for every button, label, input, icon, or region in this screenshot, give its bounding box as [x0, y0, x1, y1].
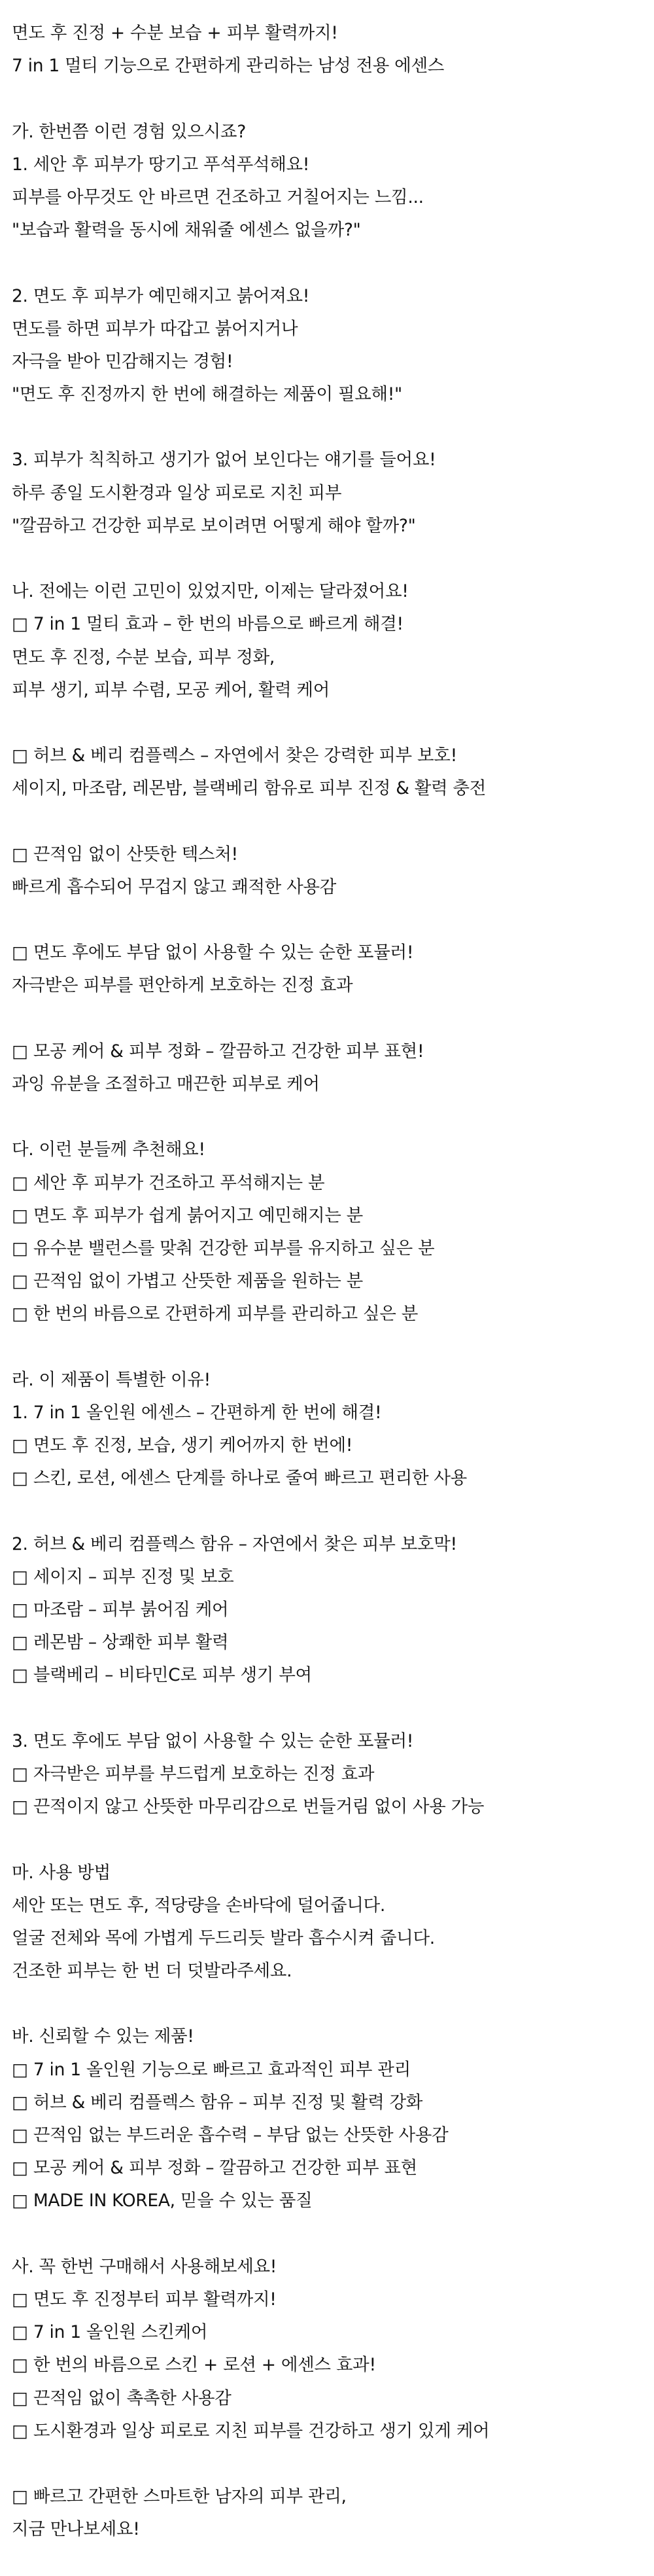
blank-line	[12, 2448, 654, 2480]
text-line: □ 블랙베리 – 비타민C로 피부 생기 부여	[12, 1665, 312, 1686]
text-line: 2. 면도 후 피부가 예민해지고 붉어져요!	[12, 285, 310, 306]
text-line: □ 끈적임 없이 가볍고 산뜻한 제품을 원하는 분	[12, 1271, 363, 1292]
text-line: 빠르게 흡수되어 무겁지 않고 쾌적한 사용감	[12, 876, 336, 897]
text-line: □ 허브 & 베리 컴플렉스 함유 – 피부 진정 및 활력 강화	[12, 2092, 423, 2113]
blank-line	[12, 1331, 654, 1364]
blank-line	[12, 2218, 654, 2251]
text-line: □ 면도 후에도 부담 없이 사용할 수 있는 순한 포뮬러!	[12, 942, 414, 963]
text-line: 과잉 유분을 조절하고 매끈한 피부로 케어	[12, 1074, 320, 1094]
text-line: 라. 이 제품이 특별한 이유!	[12, 1369, 211, 1390]
text-line: 건조한 피부는 한 번 더 덧발라주세요.	[12, 1961, 292, 1982]
text-line: □ MADE IN KOREA, 믿을 수 있는 품질	[12, 2191, 313, 2211]
text-line: □ 끈적임 없이 산뜻한 텍스처!	[12, 844, 238, 865]
text-line: 2. 허브 & 베리 컴플렉스 함유 – 자연에서 찾은 피부 보호막!	[12, 1533, 457, 1554]
blank-line	[12, 1988, 654, 2020]
text-line: 1. 7 in 1 올인원 에센스 – 간편하게 한 번에 해결!	[12, 1402, 382, 1423]
text-line: 피부 생기, 피부 수렴, 모공 케어, 활력 케어	[12, 679, 330, 700]
text-line: 3. 피부가 칙칙하고 생기가 없어 보인다는 얘기를 들어요!	[12, 450, 436, 471]
blank-line	[12, 806, 654, 838]
text-line: "깔끔하고 건강한 피부로 보이려면 어떻게 해야 할까?"	[12, 515, 416, 536]
text-line: □ 세안 후 피부가 건조하고 푸석해지는 분	[12, 1172, 325, 1193]
blank-line	[12, 904, 654, 937]
text-line: 얼굴 전체와 목에 가볍게 두드리듯 발라 흡수시켜 줍니다.	[12, 1927, 435, 1948]
text-line: □ 도시환경과 일상 피로로 지친 피부를 건강하고 생기 있게 케어	[12, 2420, 490, 2441]
text-line: □ 자극받은 피부를 부드럽게 보호하는 진정 효과	[12, 1763, 375, 1784]
text-line: □ 빠르고 간편한 스마트한 남자의 피부 관리,	[12, 2486, 347, 2507]
blank-line	[12, 247, 654, 279]
blank-line	[12, 411, 654, 444]
blank-line	[12, 1101, 654, 1134]
text-line: □ 레몬밤 – 상쾌한 피부 활력	[12, 1632, 229, 1653]
text-line: □ 면도 후 진정, 보습, 생기 케어까지 한 번에!	[12, 1435, 353, 1456]
text-line: 3. 면도 후에도 부담 없이 사용할 수 있는 순한 포뮬러!	[12, 1730, 414, 1751]
text-line: □ 한 번의 바름으로 간편하게 피부를 관리하고 싶은 분	[12, 1304, 419, 1325]
text-line: □ 마조람 – 피부 붉어짐 케어	[12, 1600, 229, 1620]
text-line: □ 스킨, 로션, 에센스 단계를 하나로 줄여 빠르고 편리한 사용	[12, 1468, 467, 1489]
blank-line	[12, 543, 654, 575]
text-line: 바. 신뢰할 수 있는 제품!	[12, 2026, 194, 2047]
text-line: 자극받은 피부를 편안하게 보호하는 진정 효과	[12, 975, 353, 996]
blank-line	[12, 1692, 654, 1725]
text-line: 피부를 아무것도 안 바르면 건조하고 거칠어지는 느낌...	[12, 187, 424, 207]
blank-line	[12, 1823, 654, 1856]
blank-line	[12, 1495, 654, 1528]
text-line: □ 유수분 밸런스를 맞춰 건강한 피부를 유지하고 싶은 분	[12, 1238, 435, 1259]
text-line: □ 모공 케어 & 피부 정화 – 깔끔하고 건강한 피부 표현	[12, 2158, 417, 2179]
text-line: □ 모공 케어 & 피부 정화 – 깔끔하고 건강한 피부 표현!	[12, 1041, 424, 1062]
blank-line	[12, 1003, 654, 1035]
text-line: □ 면도 후 진정부터 피부 활력까지!	[12, 2289, 277, 2310]
text-line: □ 한 번의 바름으로 스킨 + 로션 + 에센스 효과!	[12, 2355, 376, 2376]
text-line: 1. 세안 후 피부가 땅기고 푸석푸석해요!	[12, 154, 310, 175]
text-line: 나. 전에는 이런 고민이 있었지만, 이제는 달라졌어요!	[12, 581, 409, 602]
text-line: 마. 사용 방법	[12, 1862, 111, 1883]
blank-line	[12, 82, 654, 115]
text-line: 면도 후 진정 + 수분 보습 + 피부 활력까지!	[12, 23, 338, 43]
text-line: 면도를 하면 피부가 따갑고 붉어지거나	[12, 318, 298, 339]
text-line: 7 in 1 멀티 기능으로 간편하게 관리하는 남성 전용 에센스	[12, 56, 445, 77]
text-line: "면도 후 진정까지 한 번에 해결하는 제품이 필요해!"	[12, 384, 402, 405]
text-line: □ 세이지 – 피부 진정 및 보호	[12, 1566, 234, 1587]
text-line: □ 허브 & 베리 컴플렉스 – 자연에서 찾은 강력한 피부 보호!	[12, 745, 457, 766]
text-line: 지금 만나보세요!	[12, 2519, 140, 2540]
text-line: □ 7 in 1 올인원 기능으로 빠르고 효과적인 피부 관리	[12, 2059, 411, 2080]
text-line: □ 7 in 1 올인원 스킨케어	[12, 2322, 208, 2343]
text-line: 가. 한번쯤 이런 경험 있으시죠?	[12, 121, 246, 142]
text-line: 다. 이런 분들께 추천해요!	[12, 1139, 205, 1160]
text-line: □ 면도 후 피부가 쉽게 붉어지고 예민해지는 분	[12, 1205, 363, 1226]
text-line: □ 끈적임 없이 촉촉한 사용감	[12, 2388, 232, 2408]
text-line: 세안 또는 면도 후, 적당량을 손바닥에 덜어줍니다.	[12, 1895, 385, 1916]
text-line: □ 7 in 1 멀티 효과 – 한 번의 바름으로 빠르게 해결!	[12, 614, 404, 635]
text-line: 세이지, 마조람, 레몬밤, 블랙베리 함유로 피부 진정 & 활력 충전	[12, 778, 487, 799]
text-line: "보습과 활력을 동시에 채워줄 에센스 없을까?"	[12, 220, 361, 241]
text-line: □ 끈적임 없는 부드러운 흡수력 – 부담 없는 산뜻한 사용감	[12, 2125, 449, 2145]
text-line: 사. 꼭 한번 구매해서 사용해보세요!	[12, 2256, 277, 2277]
text-line: □ 끈적이지 않고 산뜻한 마무리감으로 번들거림 없이 사용 가능	[12, 1797, 485, 1817]
text-line: 하루 종일 도시환경과 일상 피로로 지친 피부	[12, 482, 342, 503]
text-line: 자극을 받아 민감해지는 경험!	[12, 351, 233, 372]
text-line: 면도 후 진정, 수분 보습, 피부 정화,	[12, 647, 275, 668]
blank-line	[12, 707, 654, 740]
